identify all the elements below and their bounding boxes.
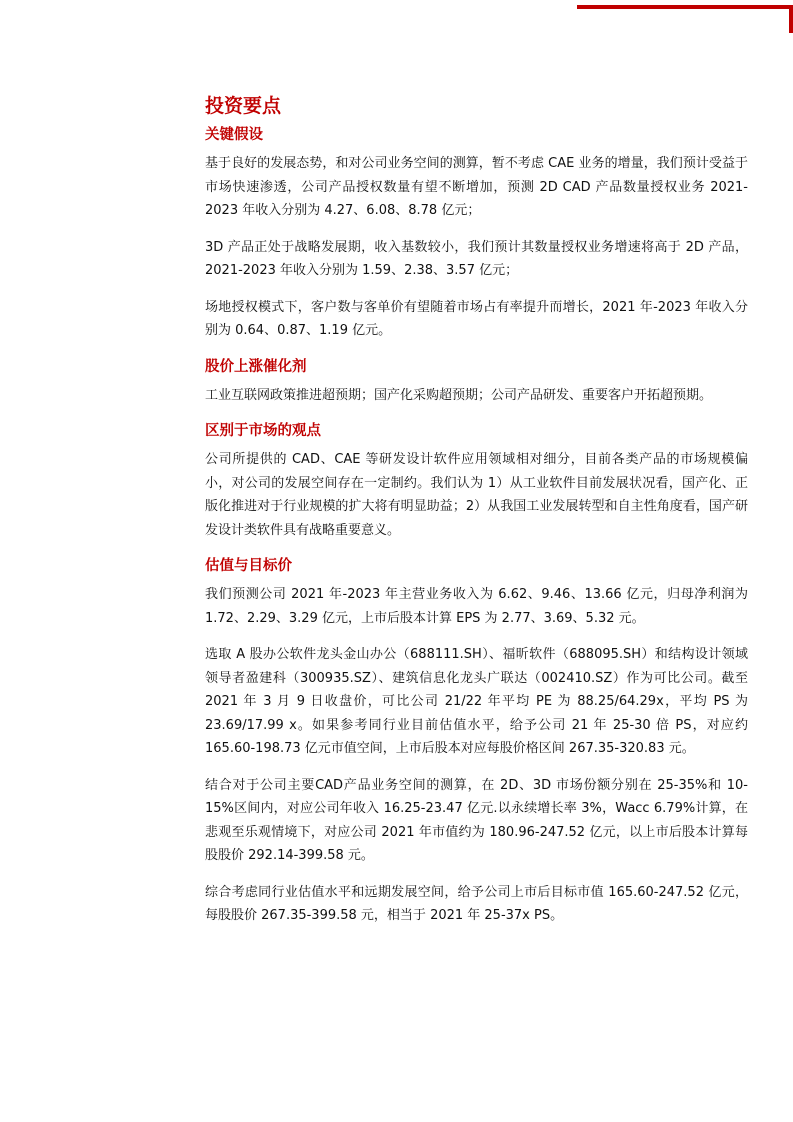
valuation-paragraph-1: 我们预测公司 2021 年-2023 年主营业务收入为 6.62、9.46、13.66 亿元，归母净利润为 1.72、2.29、3.29 亿元，上市后股本计算 EPS 为 2.77、3.69、5.32 元。 bbox=[205, 587, 748, 626]
corner-decoration-top bbox=[577, 5, 793, 9]
section-title: 投资要点 bbox=[205, 95, 282, 117]
key-assumptions-paragraph-3: 场地授权模式下，客户数与客单价有望随着市场占有率提升而增长，2021 年-2023 年收入分别为 0.64、0.87、1.19 亿元。 bbox=[205, 299, 748, 338]
valuation-paragraph-3: 结合对于公司主要CAD产品业务空间的测算，在 2D、3D 市场份额分别在 25-35%和 10-15%区间内，对应公司年收入 16.25-23.47 亿元.以永续增长率 3%，Wacc 6.79%计算，在悲观至乐观情境下，对应公司 2021 年市值约为 180.96-247.52 亿元，以上市后股本计算每股股价 292.14-399.58 元。 bbox=[205, 777, 748, 863]
report-body bbox=[205, 92, 748, 941]
corner-decoration-side bbox=[789, 5, 793, 33]
valuation-paragraph-4: 综合考虑同行业估值水平和远期发展空间，给予公司上市后目标市值 165.60-247.52 亿元，每股股价 267.35-399.58 元，相当于 2021 年 25-37x PS。 bbox=[205, 884, 748, 923]
market-view-paragraph-1: 公司所提供的 CAD、CAE 等研发设计软件应用领域相对细分，目前各类产品的市场规模偏小，对公司的发展空间存在一定制约。我们认为 1）从工业软件目前发展状况看，国产化、正版化推进对于行业规模的扩大将有明显助益；2）从我国工业发展转型和自主性角度看，国产研发设计类软件具有战略重要意义。 bbox=[205, 452, 748, 538]
key-assumptions-heading: 关键假设 bbox=[205, 126, 263, 143]
valuation-paragraph-2: 选取 A 股办公软件龙头金山办公（688111.SH）、福昕软件（688095.SH）和结构设计领域领导者盈建科（300935.SZ）、建筑信息化龙头广联达（002410.SZ）作为可比公司。截至 2021 年 3 月 9 日收盘价，可比公司 21/22 年平均 PE 为 88.25/64.29x，平均 PS 为 23.69/17.99 x。如果参考同行业目前估值水平，给予公司 21 年 25-30 倍 PS，对应约 165.60-198.73 亿元市值空间，上市后股本对应每股价格区间 267.35-320.83 元。 bbox=[205, 647, 748, 756]
market-view-heading: 区别于市场的观点 bbox=[205, 422, 321, 439]
catalysts-heading: 股价上涨催化剂 bbox=[205, 357, 307, 375]
valuation-heading: 估值与目标价 bbox=[205, 557, 292, 574]
key-assumptions-paragraph-1: 基于良好的发展态势，和对公司业务空间的测算，暂不考虑 CAE 业务的增量，我们预计受益于市场快速渗透，公司产品授权数量有望不断增加，预测 2D CAD 产品数量授权业务 2021-2023 年收入分别为 4.27、6.08、8.78 亿元； bbox=[205, 156, 748, 218]
catalysts-paragraph-1: 工业互联网政策推进超预期；国产化采购超预期；公司产品研发、重要客户开拓超预期。 bbox=[205, 387, 713, 403]
key-assumptions-paragraph-2: 3D 产品正处于战略发展期，收入基数较小，我们预计其数量授权业务增速将高于 2D 产品，2021-2023 年收入分别为 1.59、2.38、3.57 亿元； bbox=[205, 239, 748, 278]
